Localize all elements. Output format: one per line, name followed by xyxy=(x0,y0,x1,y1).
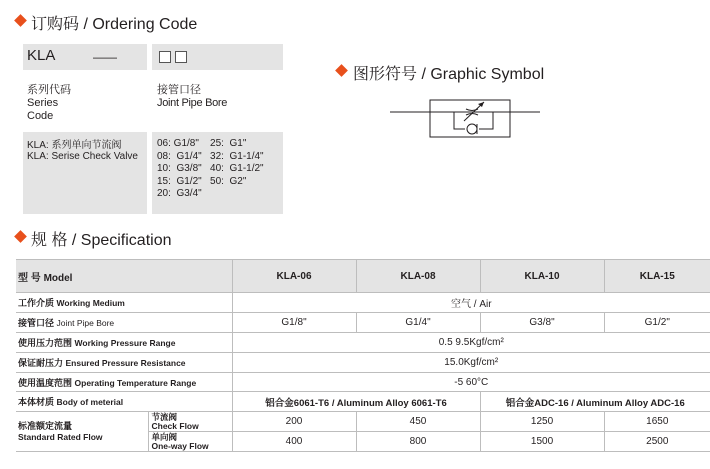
body-label-en: Body of meterial xyxy=(56,397,124,408)
spec-header-row xyxy=(16,260,710,293)
symbol-check-ball xyxy=(467,124,477,134)
proof-label-en: Ensured Pressure Resistance xyxy=(65,357,186,368)
bore-label-cn: 接管口径 xyxy=(18,317,57,328)
series-label-cn: 系列代码 xyxy=(27,84,71,96)
temperature-row xyxy=(16,372,710,392)
body-value-1: 铝合金6061-T6 / Aluminum Alloy 6061-T6 xyxy=(232,392,480,412)
series-desc-1: KLA: 系列单向节流阀 xyxy=(27,140,122,151)
oneway-flow-value: 800 xyxy=(356,432,480,452)
bore-label-en: Joint Pipe Bore xyxy=(157,97,228,109)
bore-row: 15: G1/2" 50: G2" xyxy=(157,175,247,187)
flow-label-en: Standard Rated Flow xyxy=(18,431,103,442)
medium-row xyxy=(16,293,710,313)
code-dash: —— xyxy=(93,50,117,64)
body-material-row xyxy=(16,392,710,412)
proof-row xyxy=(16,352,710,372)
model-label-en: Model xyxy=(43,272,73,284)
symbol-bypass-right xyxy=(479,112,493,129)
symbol-frame xyxy=(430,100,510,137)
medium-value: 空气 / Air xyxy=(232,293,710,313)
bore-value: G1/4" xyxy=(356,312,480,332)
placeholder-square-2 xyxy=(175,51,187,63)
series-code: KLA xyxy=(27,47,56,64)
bore-row: 08: G1/4" 32: G1-1/4" xyxy=(157,150,264,162)
ordering-heading-bullet xyxy=(14,14,27,27)
bore-label-en: Joint Pipe Bore xyxy=(56,317,115,328)
bore-row xyxy=(16,312,710,332)
oneway-flow-value: 2500 xyxy=(604,432,710,452)
bore-code-box xyxy=(152,44,283,70)
pressure-label-en: Working Pressure Range xyxy=(74,337,176,348)
medium-label-en: Working Medium xyxy=(56,297,125,308)
bore-row: 20: G3/4" xyxy=(157,188,202,200)
model-col: KLA-06 xyxy=(232,260,356,293)
bore-row: 10: G3/8" 40: G1-1/2" xyxy=(157,163,264,175)
spec-heading-bullet xyxy=(14,230,27,243)
body-value-2: 铝合金ADC-16 / Aluminum Alloy ADC-16 xyxy=(480,392,710,412)
check-flow-en: Check Flow xyxy=(151,420,199,431)
medium-label-cn: 工作介质 xyxy=(18,297,57,308)
bore-value: G1/8" xyxy=(232,312,356,332)
temp-label-en: Operating Temperature Range xyxy=(74,377,197,388)
bore-label-cn: 接管口径 xyxy=(157,84,201,96)
graphic-heading-bullet xyxy=(335,64,348,77)
oneway-flow-value: 400 xyxy=(232,432,356,452)
body-label-cn: 本体材质 xyxy=(18,397,57,408)
bore-value: G3/8" xyxy=(480,312,604,332)
check-flow-cn: 节流阀 xyxy=(151,411,178,422)
check-flow-value: 1650 xyxy=(604,412,710,432)
ordering-heading: 订购码 / Ordering Code xyxy=(31,16,198,33)
spec-heading: 规 格 / Specification xyxy=(31,232,172,249)
series-label-en1: Series xyxy=(27,97,59,109)
temp-label-cn: 使用温度范围 xyxy=(18,377,75,388)
spec-table xyxy=(16,259,710,452)
check-valve-symbol xyxy=(390,95,540,145)
proof-value: 15.0Kgf/cm² xyxy=(232,352,710,372)
check-flow-value: 450 xyxy=(356,412,480,432)
pressure-value: 0.5 9.5Kgf/cm² xyxy=(232,332,710,352)
model-col: KLA-08 xyxy=(356,260,480,293)
pressure-label-cn: 使用压力范围 xyxy=(18,337,75,348)
oneway-flow-en: One-way Flow xyxy=(151,440,209,451)
series-desc-2: KLA: Serise Check Valve xyxy=(27,151,138,162)
check-flow-value: 200 xyxy=(232,412,356,432)
model-col: KLA-10 xyxy=(480,260,604,293)
check-flow-row xyxy=(16,412,710,432)
model-col: KLA-15 xyxy=(604,260,710,293)
model-label-cn: 型 号 xyxy=(18,272,44,284)
placeholder-square-1 xyxy=(159,51,171,63)
oneway-flow-cn: 单向阀 xyxy=(151,431,178,442)
bore-row: 06: G1/8" 25: G1" xyxy=(157,138,247,149)
graphic-heading: 图形符号 / Graphic Symbol xyxy=(353,66,545,83)
symbol-bypass-left xyxy=(454,112,465,129)
pressure-row xyxy=(16,332,710,352)
proof-label-cn: 保证耐压力 xyxy=(18,357,66,368)
flow-label-cn: 标准额定流量 xyxy=(18,420,73,431)
temp-value: -5 60°C xyxy=(232,372,710,392)
oneway-flow-value: 1500 xyxy=(480,432,604,452)
check-flow-value: 1250 xyxy=(480,412,604,432)
bore-value: G1/2" xyxy=(604,312,710,332)
series-label-en2: Code xyxy=(27,110,54,122)
